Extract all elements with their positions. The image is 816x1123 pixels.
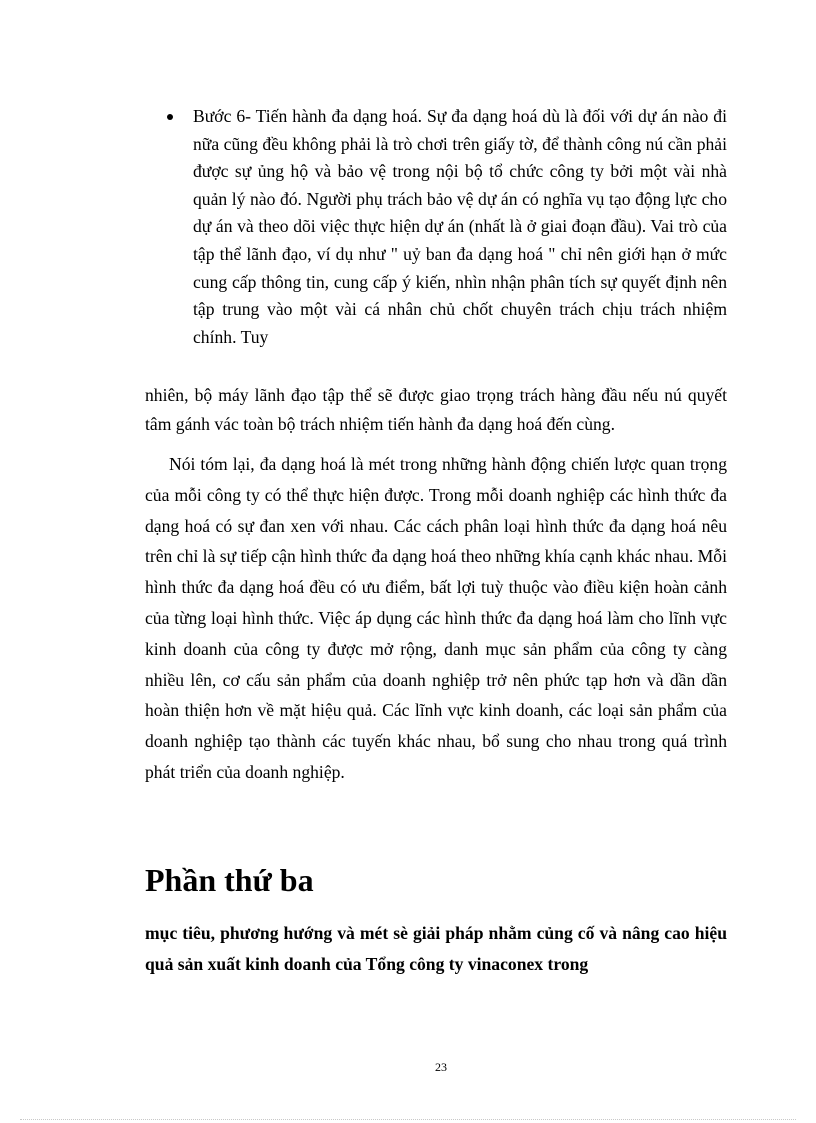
step-6-continuation: nhiên, bộ máy lãnh đạo tập thể sẽ được giao trọng trách hàng đầu nếu nú quyết tâm gánh vác toàn bộ trách nhiệm tiến hành đa dạng hoá đến cùng. bbox=[145, 385, 727, 434]
part-subtitle: mục tiêu, phương hướng và mét sè giải pháp nhằm củng cố và nâng cao hiệu quả sản xuất kinh doanh của Tổng công ty vinaconex trong bbox=[145, 923, 727, 974]
step-6-paragraph: Bước 6- Tiến hành đa dạng hoá. Sự đa dạng hoá dù là đối với dự án nào đi nữa cũng đều không phải là trò chơi trên giấy tờ, để thành công nú cần phải được sự ủng hộ và bảo vệ trong nội bộ tổ chức công ty bởi một vài nhà quản lý nào đó. Người phụ trách bảo vệ dự án có nghĩa vụ tạo động lực cho dự án và theo dõi việc thực hiện dự án (nhất là ở giai đoạn đầu). Vai trò của tập thể lãnh đạo, ví dụ như " uỷ ban đa dạng hoá " chỉ nên giới hạn ở mức cung cấp thông tin, cung cấp ý kiến, nhìn nhận phân tích sự quyết định nên tập trung vào một vài cá nhân chủ chốt chuyên trách chịu trách nhiệm chính. Tuy bbox=[193, 106, 727, 347]
summary-paragraph: Nói tóm lại, đa dạng hoá là mét trong những hành động chiến lược quan trọng của mỗi công ty có thể thực hiện được. Trong mỗi doanh nghiệp các hình thức đa dạng hoá có sự đan xen với nhau. Các cách phân loại hình thức đa dạng hoá nêu trên chỉ là sự tiếp cận hình thức đa dạng hoá theo những khía cạnh khác nhau. Mỗi hình thức đa dạng hoá đều có ưu điểm, bất lợi tuỳ thuộc vào điều kiện hoàn cảnh của từng loại hình thức. Việc áp dụng các hình thức đa dạng hoá làm cho lĩnh vực kinh doanh của công ty được mở rộng, danh mục sản phẩm của công ty càng nhiều lên, cơ cấu sản phẩm của doanh nghiệp trở nên phức tạp hơn và dần dần hoàn thiện hơn về mặt hiệu quả. Các lĩnh vực kinh doanh, các loại sản phẩm của doanh nghiệp tạo thành các tuyến khác nhau, bổ sung cho nhau trong quá trình phát triển của doanh nghiệp. bbox=[145, 454, 727, 782]
bullet-icon bbox=[167, 114, 173, 120]
page-bottom-divider bbox=[20, 1119, 796, 1120]
part-heading: Phần thứ ba bbox=[145, 862, 314, 898]
page-number: 23 bbox=[435, 1060, 447, 1074]
